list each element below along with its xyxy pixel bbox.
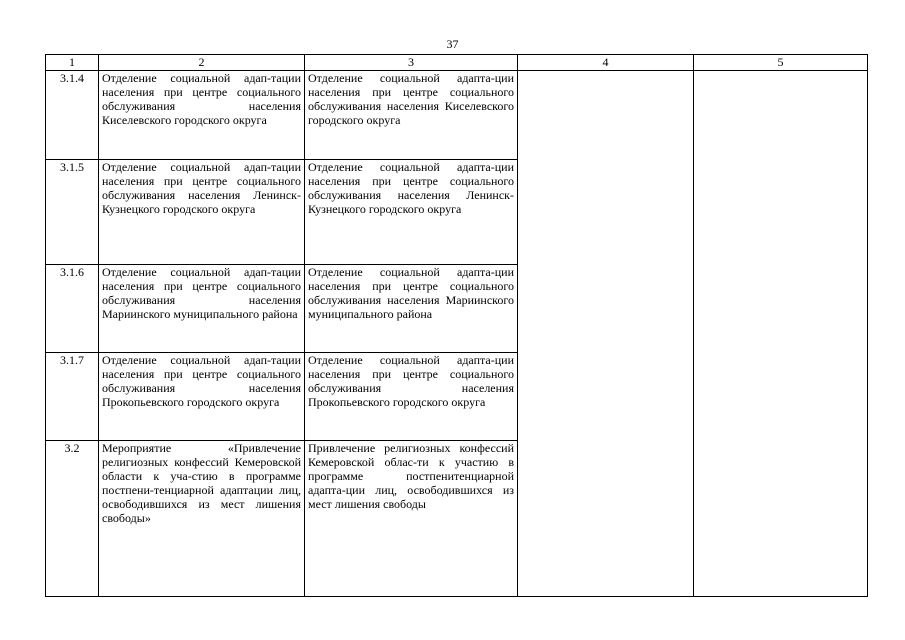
item-name-cell: Отделение социальной адап-тации населения при центре социального обслуживания населения Прокопьевского городского округа [99, 353, 305, 441]
item-description-cell: Привлечение религиозных конфессий Кемеровской облас-ти к участию в программе постпенитенциарной адапта-ции лиц, освободившихся из мест лишения свободы [305, 441, 518, 597]
page-number: 37 [446, 37, 459, 51]
item-description-cell: Отделение социальной адапта-ции населения при центре социального обслуживания населения Прокопьевского городского округа [305, 353, 518, 441]
table-row [46, 71, 868, 160]
item-name-cell: Мероприятие «Привлечение религиозных конфессий Кемеровской области к уча-стию в программе постпени-тенциарной адаптации лиц, освободившихся из мест лишения свободы» [99, 441, 305, 597]
column-header-4: 4 [518, 55, 694, 71]
item-number: 3.1.4 [46, 71, 99, 160]
item-description-cell: Отделение социальной адапта-ции населения при центре социального обслуживания населения Киселевского городского округа [305, 71, 518, 160]
column-header-2: 2 [99, 55, 305, 71]
column-header-1: 1 [46, 55, 99, 71]
column-5-empty-cell [694, 71, 868, 597]
item-description-cell: Отделение социальной адапта-ции населения при центре социального обслуживания населения Ленинск-Кузнецкого городского округа [305, 160, 518, 265]
item-name-cell: Отделение социальной адап-тации населения при центре социального обслуживания населения Мариинского муниципального района [99, 265, 305, 353]
column-header-3: 3 [305, 55, 518, 71]
document-table [45, 54, 868, 597]
column-4-empty-cell [518, 71, 694, 597]
item-number: 3.1.5 [46, 160, 99, 265]
item-number: 3.1.6 [46, 265, 99, 353]
item-number: 3.2 [46, 441, 99, 597]
column-header-5: 5 [694, 55, 868, 71]
table-header-row [46, 55, 868, 71]
item-number: 3.1.7 [46, 353, 99, 441]
item-description-cell: Отделение социальной адапта-ции населения при центре социального обслуживания населения Мариинского муниципального района [305, 265, 518, 353]
item-name-cell: Отделение социальной адап-тации населения при центре социального обслуживания населения Киселевского городского округа [99, 71, 305, 160]
item-name-cell: Отделение социальной адап-тации населения при центре социального обслуживания населения Ленинск-Кузнецкого городского округа [99, 160, 305, 265]
